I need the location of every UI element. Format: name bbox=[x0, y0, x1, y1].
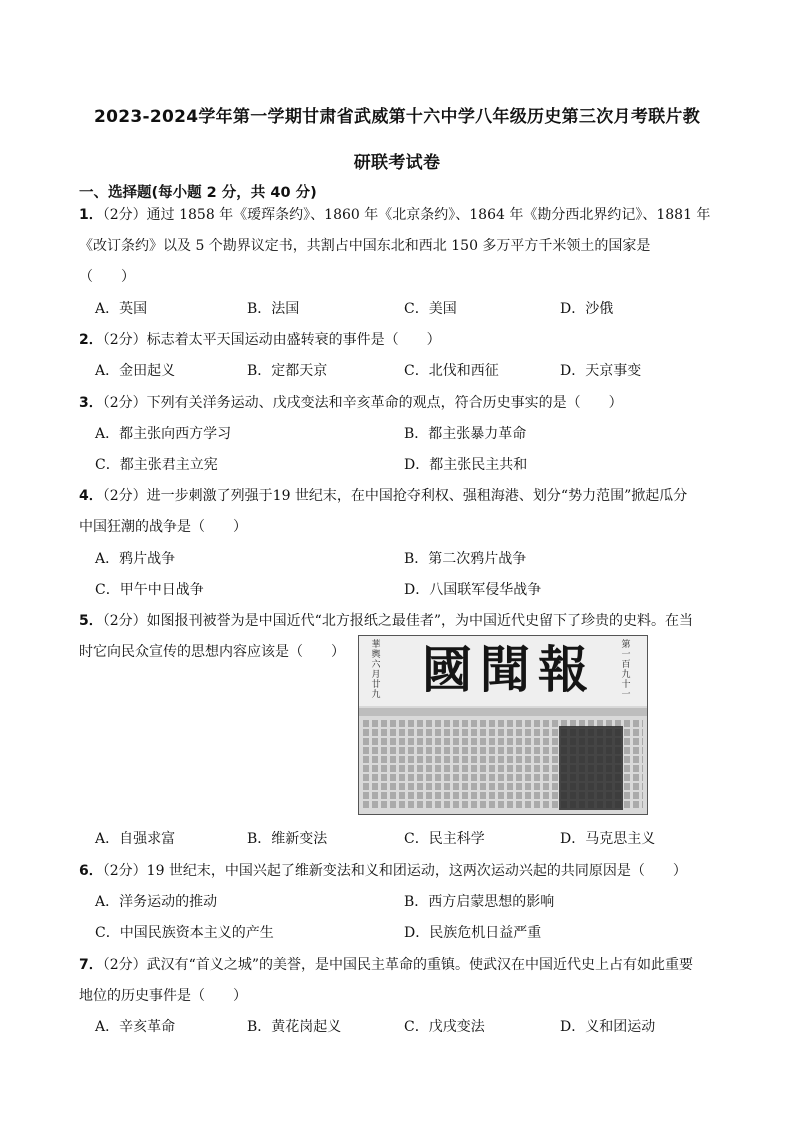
exam-title-line-2: 研联考试卷 bbox=[353, 153, 441, 173]
question-number: 7． bbox=[79, 957, 103, 973]
q5-option-c[interactable]: C．民主科学 bbox=[404, 831, 485, 847]
q1-option-c[interactable]: C．美国 bbox=[404, 301, 457, 317]
q4-option-a[interactable]: A．鸦片战争 bbox=[95, 551, 176, 567]
q6-option-b[interactable]: B．西方启蒙思想的影响 bbox=[404, 894, 555, 910]
question-4-line-1: 4．（2分）进一步刺激了列强于19 世纪末，在中国抢夺利权、强租海港、划分“势力范围”掀起瓜分 bbox=[79, 488, 688, 504]
question-7-line-2: 地位的历史事件是（ ） bbox=[79, 988, 247, 1004]
newspaper-image bbox=[358, 635, 648, 815]
q1-option-b[interactable]: B．法国 bbox=[247, 301, 300, 317]
question-number: 3． bbox=[79, 395, 103, 411]
q5-option-b[interactable]: B．维新变法 bbox=[247, 831, 328, 847]
newspaper-headline-block bbox=[559, 726, 623, 810]
q4-option-c[interactable]: C．甲午中日战争 bbox=[95, 582, 204, 598]
q2-option-a[interactable]: A．金田起义 bbox=[95, 363, 176, 379]
question-1-line-3: （ ） bbox=[79, 269, 135, 285]
question-1-line-2: 《改订条约》以及 5 个勘界议定书，共割占中国东北和西北 150 多万平方千米领土的国家是 bbox=[79, 238, 651, 254]
q7-option-b[interactable]: B．黄花岗起义 bbox=[247, 1019, 342, 1035]
newspaper-date-column bbox=[395, 640, 417, 700]
section-heading: 一、选择题(每小题 2 分，共 40 分) bbox=[79, 185, 317, 201]
q7-option-c[interactable]: C．戊戌变法 bbox=[404, 1019, 485, 1035]
newspaper-header-strip bbox=[359, 708, 647, 716]
question-number: 1． bbox=[79, 207, 103, 223]
q2-option-d[interactable]: D．天京事变 bbox=[560, 363, 642, 379]
question-1-line-1: 1．（2分）通过 1858 年《瑷珲条约》、1860 年《北京条约》、1864 年《勘分西北界约记》、1881 年 bbox=[79, 207, 711, 223]
q3-option-b[interactable]: B．都主张暴力革命 bbox=[404, 426, 527, 442]
q4-option-d[interactable]: D．八国联军侵华战争 bbox=[404, 582, 542, 598]
question-5-line-1: 5．（2分）如图报刊被誉为是中国近代“北方报纸之最佳者”，为中国近代史留下了珍贵的史料。在当 bbox=[79, 613, 693, 629]
q5-option-a[interactable]: A．自强求富 bbox=[95, 831, 176, 847]
q3-option-a[interactable]: A．都主张向西方学习 bbox=[95, 426, 232, 442]
q7-option-d[interactable]: D．义和团运动 bbox=[560, 1019, 656, 1035]
question-6-line-1: 6．（2分）19 世纪末，中国兴起了维新变法和义和团运动，这两次运动兴起的共同原因是（ ） bbox=[79, 863, 687, 879]
q6-option-d[interactable]: D．民族危机日益严重 bbox=[404, 925, 542, 941]
question-7-line-1: 7．（2分）武汉有“首义之城”的美誉，是中国民主革命的重镇。使武汉在中国近代史上占有如此重要 bbox=[79, 957, 693, 973]
q6-option-a[interactable]: A．洋务运动的推动 bbox=[95, 894, 218, 910]
question-4-line-2: 中国狂潮的战争是（ ） bbox=[79, 519, 247, 535]
question-number: 6． bbox=[79, 863, 103, 879]
question-3-line-1: 3．（2分）下列有关洋务运动、戊戌变法和辛亥革命的观点，符合历史事实的是（ ） bbox=[79, 395, 623, 411]
question-number: 5． bbox=[79, 613, 103, 629]
q6-option-c[interactable]: C．中国民族资本主义的产生 bbox=[95, 925, 274, 941]
q2-option-c[interactable]: C．北伐和西征 bbox=[404, 363, 499, 379]
question-number: 4． bbox=[79, 488, 103, 504]
question-5-line-2: 时它向民众宣传的思想内容应该是（ ） bbox=[79, 644, 345, 660]
exam-title-line-1: 2023-2024学年第一学期甘肃省武威第十六中学八年级历史第三次月考联片教 bbox=[93, 107, 701, 127]
question-number: 2． bbox=[79, 332, 103, 348]
question-2-line-1: 2．（2分）标志着太平天国运动由盛转衰的事件是（ ） bbox=[79, 332, 441, 348]
newspaper-right-column: 第 一 百 九 十 一 bbox=[621, 640, 631, 700]
q1-option-a[interactable]: A．英国 bbox=[95, 301, 148, 317]
q3-option-d[interactable]: D．都主张民主共和 bbox=[404, 457, 528, 473]
q4-option-b[interactable]: B．第二次鸦片战争 bbox=[404, 551, 527, 567]
newspaper-masthead: 國聞報 bbox=[422, 640, 596, 699]
q1-option-d[interactable]: D．沙俄 bbox=[560, 301, 614, 317]
newspaper-left-column: 華 輿 六 月 廿 九 bbox=[371, 640, 381, 700]
q3-option-c[interactable]: C．都主张君主立宪 bbox=[95, 457, 218, 473]
q5-option-d[interactable]: D．马克思主义 bbox=[560, 831, 656, 847]
q7-option-a[interactable]: A．辛亥革命 bbox=[95, 1019, 176, 1035]
q2-option-b[interactable]: B．定都天京 bbox=[247, 363, 328, 379]
